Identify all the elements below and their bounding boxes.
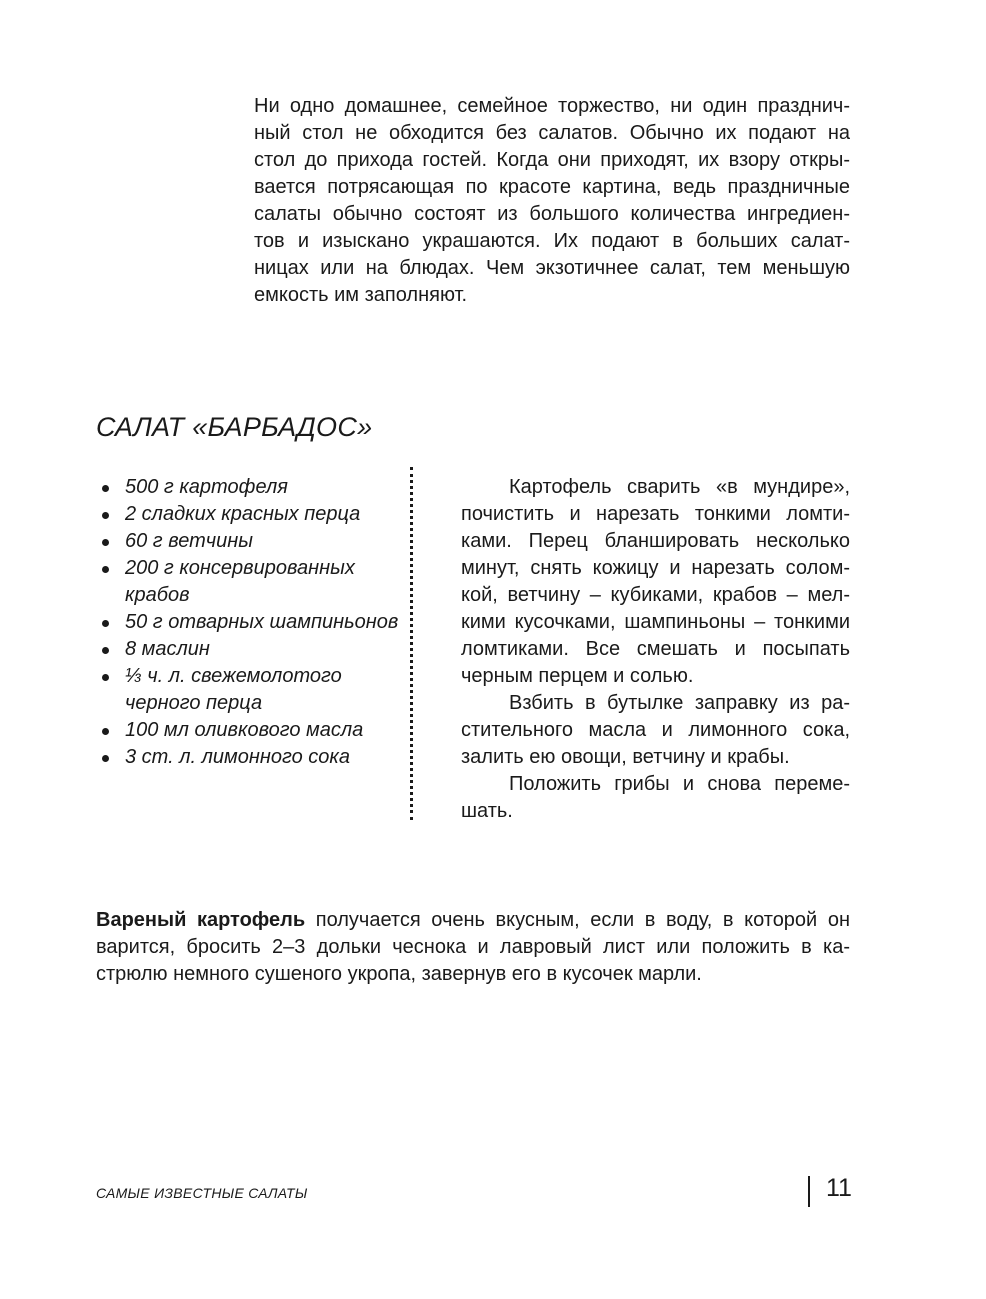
ingredient-item: 2 сладких красных перца — [96, 501, 401, 528]
method-line: черным перцем и солью. — [461, 665, 694, 687]
ingredient-item: 50 г отварных шампиньонов — [96, 609, 401, 636]
intro-line: стол до прихода гостей. Когда они приходят, их взору откры- — [254, 149, 850, 171]
ingredient-list — [96, 474, 401, 771]
intro-paragraph — [254, 93, 850, 309]
dotted-divider — [410, 467, 413, 820]
ingredient-item: 8 маслин — [96, 636, 401, 663]
page-number: 11 — [826, 1174, 852, 1202]
method-line: Картофель сварить «в мундире», — [509, 476, 850, 498]
method-line: кими кусочками, шампиньоны – тонкими — [461, 611, 850, 633]
tip-line: стрюлю немного сушеного укропа, завернув его в кусочек марли. — [96, 963, 702, 985]
method-line: залить ею овощи, ветчину и крабы. — [461, 746, 790, 768]
tip-line — [96, 907, 850, 934]
method-paragraph — [461, 474, 850, 690]
intro-line: ный стол не обходится без салатов. Обычно их подают на — [254, 122, 850, 144]
method-line: почистить и нарезать тонкими ломти- — [461, 503, 850, 525]
intro-line: ницах или на блюдах. Чем экзотичнее салат, тем меньшую — [254, 257, 850, 279]
recipe-method — [461, 474, 850, 825]
intro-line: вается потрясающая по красоте картина, ведь праздничные — [254, 176, 850, 198]
ingredient-item: 60 г ветчины — [96, 528, 401, 555]
tip-line: варится, бросить 2–3 дольки чеснока и лавровый лист или положить в ка- — [96, 936, 850, 958]
intro-line: тов и изыскано украшаются. Их подают в больших салат- — [254, 230, 850, 252]
ingredient-item: 3 ст. л. лимонного сока — [96, 744, 401, 771]
page-number-separator — [808, 1176, 810, 1207]
ingredient-item: ⅓ ч. л. свежемолотого черного перца — [96, 663, 401, 717]
method-line: шать. — [461, 800, 513, 822]
method-paragraph — [461, 690, 850, 771]
method-line: минут, снять кожицу и нарезать солом- — [461, 557, 850, 579]
method-line: ками. Перец бланшировать несколько — [461, 530, 850, 552]
method-line: Взбить в бутылке заправку из ра- — [509, 692, 850, 714]
method-paragraph — [461, 771, 850, 825]
tip-text: получается очень вкусным, если в воду, в которой он — [315, 909, 850, 931]
tip-bold-term: Вареный картофель — [96, 909, 306, 931]
method-line: ломтиками. Все смешать и посыпать — [461, 638, 850, 660]
intro-line: салаты обычно состоят из большого количества ингредиен- — [254, 203, 850, 225]
method-line: кой, ветчину – кубиками, крабов – мел- — [461, 584, 850, 606]
ingredient-item: 500 г картофеля — [96, 474, 401, 501]
method-line: стительного масла и лимонного сока, — [461, 719, 850, 741]
intro-line: емкость им заполняют. — [254, 284, 467, 306]
section-title-footer: САМЫЕ ИЗВЕСТНЫЕ САЛАТЫ — [96, 1185, 308, 1201]
ingredient-item: 100 мл оливкового масла — [96, 717, 401, 744]
recipe-title: САЛАТ «БАРБАДОС» — [96, 412, 373, 442]
method-line: Положить грибы и снова переме- — [509, 773, 850, 795]
cooking-tip — [96, 907, 850, 988]
ingredient-item: 200 г консервированных крабов — [96, 555, 401, 609]
intro-line: Ни одно домашнее, семейное торжество, ни один празднич- — [254, 95, 850, 117]
